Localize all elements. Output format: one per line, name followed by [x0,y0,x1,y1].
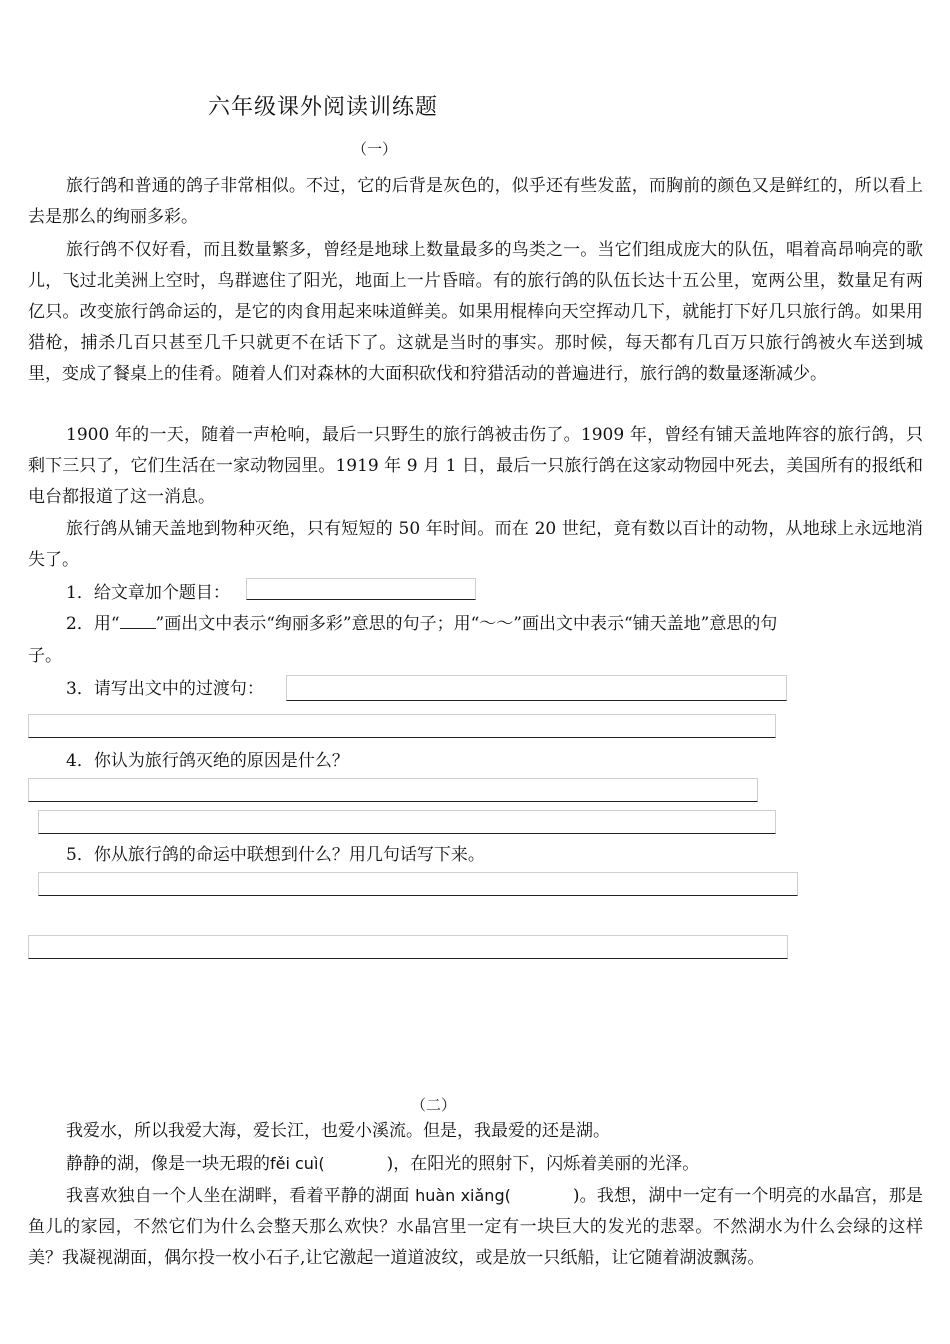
p2-pinyin: fěi cuì( [270,1154,325,1173]
q3-answer-field[interactable] [286,675,787,701]
question-3: 3．请写出文中的过渡句： [66,679,264,699]
section-2-paragraph-2 [28,1148,923,1180]
q3-answer-line-2[interactable] [28,714,776,738]
page-title: 六年级课外阅读训练题 [208,95,439,120]
question-1: 1．给文章加个题目： [66,583,230,603]
question-2-end: 子。 [28,646,62,666]
question-4: 4．你认为旅行鸽灭绝的原因是什么？ [66,751,349,771]
section-1-label: （一） [352,140,398,158]
q5-answer-line-2[interactable] [28,935,788,959]
section-2-paragraph-1: 我爱水，所以我爱大海，爱长江，也爱小溪流。但是，我最爱的还是湖。 [66,1121,610,1141]
q2-text-b: ”画出文中表示“绚丽多彩”意思的句子；用“～～”画出文中表示“铺天盖地”意思的句 [155,614,778,634]
question-2-line [66,609,777,634]
q4-answer-line-1[interactable] [28,778,758,802]
paragraph-1: 旅行鸽和普通的鸽子非常相似。不过，它的后背是灰色的，似乎还有些发蓝，而胸前的颜色又是鲜红的，所以看上去是那么的绚丽多彩。 [28,176,923,227]
section-2-paragraph-3 [28,1180,923,1274]
p3-text-after: )。我想，湖中一定有一个明亮的水晶宫，那是鱼儿的家园，不然它们为什么会整天那么欢快？水晶宫里一定有一块巨大的发光的悲翠。不然湖水为什么会绿的这样美？我凝视湖面，偶尔投一枚小石子,让它激起一道道波纹，或是放一只纸船，让它随着湖波飘荡。 [28,1186,923,1268]
q2-underline-mark [120,614,156,629]
p2-text-before: 静静的湖，像是一块无瑕的 [66,1154,270,1174]
q5-answer-line-1[interactable] [38,872,798,896]
q4-answer-line-2[interactable] [38,810,776,834]
section-2-label: （二） [411,1096,457,1114]
paragraph-3: 1900 年的一天，随着一声枪响，最后一只野生的旅行鸽被击伤了。1909 年，曾经有铺天盖地阵容的旅行鸽，只剩下三只了，它们生活在一家动物园里。1919 年 9 月 1 日，最后一只旅行鸽在这家动物园中死去，美国所有的报纸和电台都报道了这一消息。 [28,425,923,507]
question-5: 5．你从旅行鸽的命运中联想到什么？用几句话写下来。 [66,845,485,865]
p3-text-before: 我喜欢独自一个人坐在湖畔，看着平静的湖面 [66,1186,416,1206]
q1-answer-field[interactable] [246,578,476,600]
q2-text-a: 2．用“ [66,614,120,634]
paragraph-4: 旅行鸽从铺天盖地到物种灭绝，只有短短的 50 年时间。而在 20 世纪，竟有数以百计的动物，从地球上永远地消失了。 [28,519,923,570]
paragraph-2: 旅行鸽不仅好看，而且数量繁多，曾经是地球上数量最多的鸟类之一。当它们组成庞大的队伍，唱着高昂响亮的歌儿，飞过北美洲上空时，鸟群遮住了阳光，地面上一片昏暗。有的旅行鸽的队伍长达十五公里，宽两公里，数量足有两亿只。改变旅行鸽命运的，是它的肉食用起来味道鲜美。如果用棍棒向天空挥动几下，就能打下好几只旅行鸽。如果用猎枪，捕杀几百只甚至几千只就更不在话下了。这就是当时的事实。那时候，每天都有几百万只旅行鸽被火车送到城里，变成了餐桌上的佳肴。随着人们对森林的大面积砍伐和狩猎活动的普遍进行，旅行鸽的数量逐渐减少。 [28,240,923,384]
p3-pinyin: huàn xiǎng( [415,1186,511,1205]
p2-text-after: )，在阳光的照射下，闪烁着美丽的光泽。 [386,1154,700,1174]
